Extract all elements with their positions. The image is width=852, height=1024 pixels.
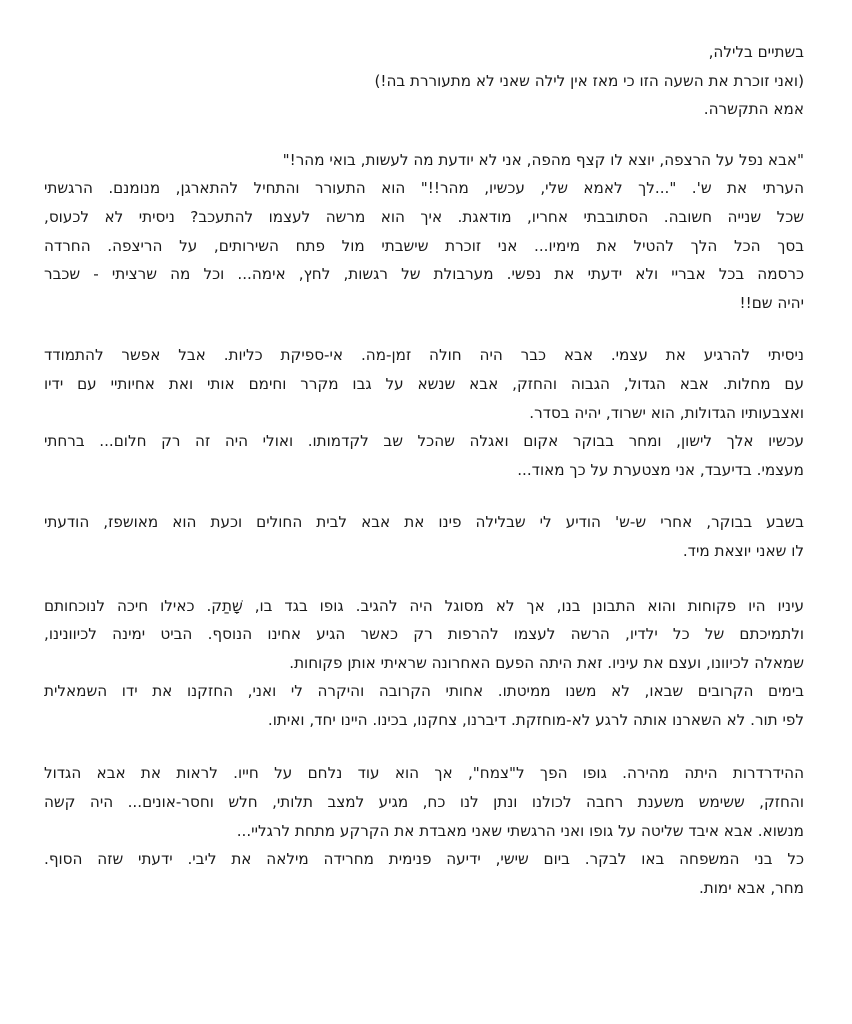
paragraph-phone-call — [44, 146, 804, 318]
text-line: כל בני המשפחה באו לבקר. ביום שישי, ידיעה פנימית מחרידה מילאה את ליבי. ידעתי שזה הסוף. — [44, 850, 804, 869]
text-line: מנשוא. אבא איבד שליטה על גופו ואני הרגשתי שאני מאבדת את הקרקע מתחת לרגליי... — [236, 821, 804, 840]
paragraph-gap — [44, 566, 804, 592]
text-line: ולתמיכתם של כל ילדיו, הרשה לעצמו להרפות רק כאשר הגיע אחינו הנוסף. הביט ימינה לכיוונינו, — [44, 625, 804, 644]
paragraph-morning — [44, 508, 804, 565]
text-line: "אבא נפל על הרצפה, יוצא לו קצף מהפה, אני לא יודעת מה לעשות, בואי מהר!" — [282, 150, 804, 169]
text-line: (ואני זוכרת את השעה הזו כי מאז אין לילה שאני לא מתעוררת בה!) — [374, 71, 804, 90]
text-line: ניסיתי להרגיע את עצמי. אבא כבר היה חולה זמן-מה. אי-ספיקת כליות. אבל אפשר להתמודד — [44, 346, 804, 365]
paragraph-calming — [44, 341, 804, 484]
paragraph-decline — [44, 759, 804, 902]
text-line: והחזק, ששימש משענת רחבה לכולנו ונתן לנו כח, מגיע למצב תלותי, חלש וחסר-אונים... היה קשה — [44, 793, 804, 812]
text-line: הערתי את ש'. "...לך לאמא שלי, עכשיו, מהר!!" הוא התעורר והתחיל להתארגן, מנומנם. הרגשתי — [44, 179, 804, 198]
text-line: ההידרדרות היתה מהירה. גופו הפך ל"צמח", אך הוא עוד נלחם על חייו. לראות את אבא הגדול — [44, 764, 804, 783]
text-line: לו שאני יוצאת מיד. — [682, 541, 804, 560]
paragraph-gap — [44, 124, 804, 146]
text-line: עיניו היו פקוחות והוא התבונן בנו, אך לא מסוגל היה להגיב. גופו בגד בו, שָׁתַק. כאילו חיכה לנוכחותם — [44, 596, 804, 615]
text-line: יהיה שם!! — [739, 293, 804, 312]
text-line: בשתיים בלילה, — [708, 43, 804, 61]
paragraph-hospital — [44, 592, 804, 735]
text-line: מחר, אבא ימות. — [698, 878, 804, 897]
text-line: שכל שנייה חשובה. הסתובבתי אחריו, מודאגת. איך הוא מרשה לעצמו להתעכב? ניסיתי לא לכעוס, — [44, 207, 804, 226]
paragraph-gap — [44, 484, 804, 508]
text-line: אמא התקשרה. — [703, 100, 804, 119]
text-line: לפי תור. לא השארנו אותה לרגע לא-מוחזקת. דיברנו, צחקנו, בכינו. היינו יחד, ואיתו. — [267, 710, 804, 729]
text-line: עם מחלות. אבא הגדול, הגבוה והחזק, אבא שנשא על גבו מקרר וחימם אותי ואת אחיותיי עם ידיו — [44, 374, 804, 393]
letter-page — [44, 38, 804, 902]
paragraph-gap — [44, 734, 804, 759]
text-line: ואצבעותיו הגדולות, הוא ישרוד, יהיה בסדר. — [529, 403, 804, 422]
text-line: בימים הקרובים שבאו, לא משנו ממיטתו. אחותי הקרובה והיקרה לי ואני, החזקנו את ידו השמאלית — [44, 682, 804, 701]
text-line: שמאלה לכיוונו, ועצם את עיניו. זאת היתה הפעם האחרונה שראיתי אותן פקוחות. — [289, 653, 804, 672]
text-line: בשבע בבוקר, אחרי ש-ש' הודיע לי שבלילה פינו את אבא לבית החולים וכעת הוא מאושפז, הודעתי — [44, 513, 804, 532]
paragraph-opening — [44, 38, 804, 124]
text-line: בסך הכל הלך להטיל את מימיו... אני זוכרת שישבתי מול פתח השירותים, על הריצפה. החרדה — [44, 236, 804, 255]
text-line: כרסמה בכל אבריי ולא ידעתי את נפשי. מערבולת של רגשות, לחץ, אימה... וכל מה שרציתי - שכבר — [44, 265, 804, 284]
text-line: מעצמי. בדיעבד, אני מצטערת על כך מאוד... — [517, 460, 804, 479]
text-line: עכשיו אלך לישון, ומחר בבוקר אקום ואגלה שהכל שב לקדמותו. ואולי היה זה רק חלום... ברחתי — [44, 432, 804, 451]
paragraph-gap — [44, 317, 804, 341]
